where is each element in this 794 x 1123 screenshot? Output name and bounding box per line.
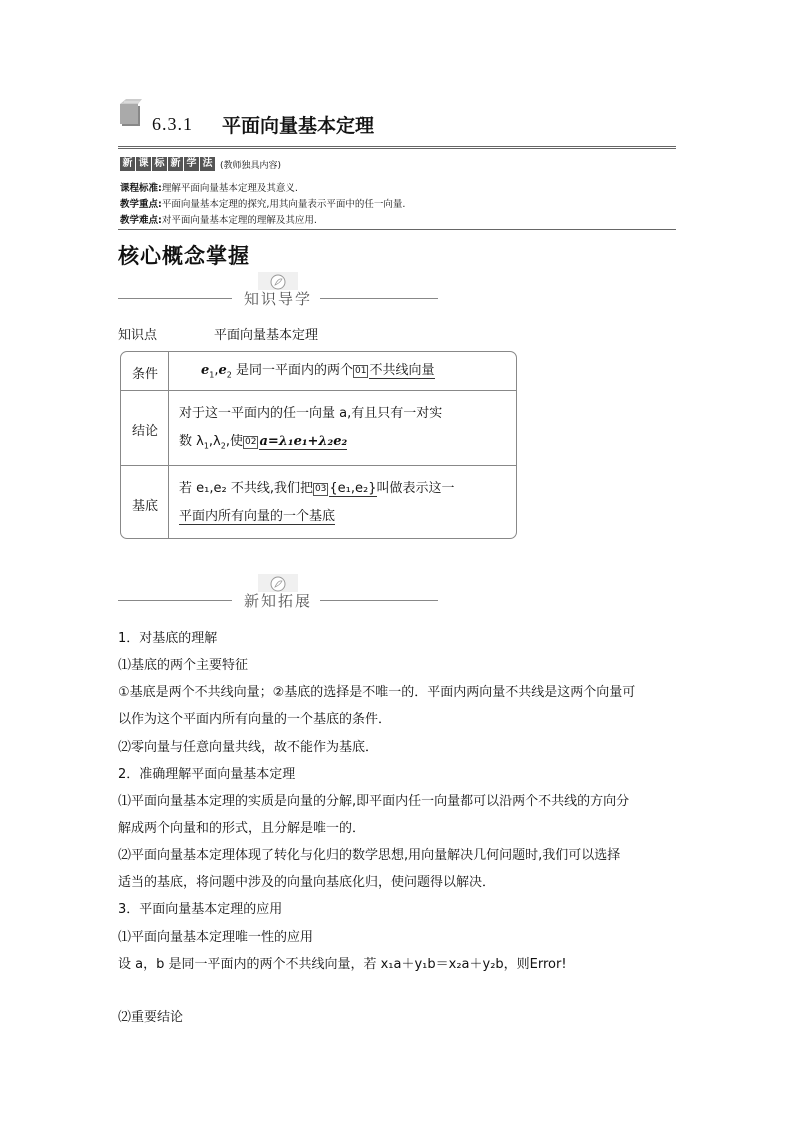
body-paragraph: ⑴平面向量基本定理的实质是向量的分解,即平面内任一向量都可以沿两个不共线的方向分 [118,794,630,809]
subscript: 1 [209,370,215,380]
subscript: 1 [203,441,209,451]
page-title: 平面向量基本定理 [222,115,375,137]
answer-text: 不共线向量 [369,363,435,378]
body-subheading: ⑵重要结论 [118,1010,184,1025]
badge-char: 课 [136,157,151,171]
basis-text: 叫做表示这一 [376,481,455,496]
body-paragraph: 解成两个向量和的形式，且分解是唯一的． [118,821,366,836]
comma: , [214,363,219,378]
conclusion-line-2 [179,428,347,461]
answer-number-box: 03 [314,484,327,494]
body-paragraph: 以作为这个平面内所有向量的一个基底的条件． [118,712,392,727]
guide-ornament [118,272,438,312]
answer-formula: a=λ₁e₁+λ₂e₂ [259,434,348,449]
body-heading-1: 1．对基底的理解 [118,631,218,646]
body-paragraph: ⑵平面向量基本定理体现了转化与化归的数学思想,用向量解决几何问题时,我们可以选择 [118,848,621,863]
condition-content [201,357,435,390]
answer-text: 平面内所有向量的一个基底 [179,509,336,524]
basis-text: 若 e₁,e₂ 不共线,我们把 [179,481,313,496]
answer-number-box: 01 [355,366,367,376]
new-curriculum-badge [120,157,281,171]
body-paragraph: 适当的基底，将问题中涉及的向量向基底化归，使问题得以解决． [118,875,496,890]
vector-e: e [201,363,210,378]
course-standard [120,180,298,194]
knowledge-point-title: 平面向量基本定理 [214,328,319,343]
subscript: 2 [226,370,232,380]
theorem-table [120,351,517,539]
row-header-basis: 基底 [131,499,158,514]
difficulty-text: 对平面向量基本定理的理解及其应用. [161,215,317,226]
body-heading-2: 2．准确理解平面向量基本定理 [118,767,296,782]
basis-line-2 [179,503,335,531]
title-divider [118,146,676,149]
book-icon [118,98,144,128]
standards-divider [118,229,676,230]
row-header-condition: 条件 [131,367,158,382]
body-paragraph: 设 a，b 是同一平面内的两个不共线向量，若 x₁a＋y₁b＝x₂a＋y₂b，则Error! [118,957,567,972]
body-heading-3: 3．平面向量基本定理的应用 [118,902,283,917]
badge-char: 学 [184,157,199,171]
conclusion-text: ,λ [208,434,221,449]
conclusion-text: 数 λ [179,434,204,449]
focus-label: 教学重点: [120,199,162,210]
subscript: 2 [220,441,226,451]
body-paragraph: ①基底是两个不共线向量；②基底的选择是不唯一的．平面内两向量不共线是这两个向量可 [118,685,636,700]
badge-char: 标 [152,157,167,171]
standard-label: 课程标准: [120,183,162,194]
teaching-difficulty [120,212,317,226]
section-number: 6.3.1 [152,114,193,134]
difficulty-label: 教学难点: [120,215,162,226]
answer-text: {e₁,e₂} [329,481,377,496]
body-subheading: ⑴平面向量基本定理唯一性的应用 [118,930,314,945]
badge-char: 新 [120,157,135,171]
expand-ornament [118,574,438,614]
badge-char: 新 [168,157,183,171]
answer-number-box: 02 [244,437,257,447]
row-header-conclusion: 结论 [131,424,158,439]
conclusion-text: ,使 [225,434,243,449]
guide-label: 知识导学 [243,290,312,308]
vector-e: e [218,363,227,378]
badge-char: 法 [200,157,215,171]
badge-note: (教师独具内容) [220,160,282,171]
conclusion-line-1: 对于这一平面内的任一向量 a,有且只有一对实 [179,406,443,421]
expand-label: 新知拓展 [243,592,312,610]
basis-line-1 [179,475,455,503]
body-paragraph: ⑵零向量与任意向量共线，故不能作为基底． [118,740,379,755]
focus-text: 平面向量基本定理的探究,用其向量表示平面中的任一向量. [161,199,406,210]
body-subheading: ⑴基底的两个主要特征 [118,658,249,673]
standard-text: 理解平面向量基本定理及其意义. [161,183,298,194]
knowledge-point-label: 知识点 [118,328,158,343]
section-heading: 核心概念掌握 [118,244,250,268]
teaching-focus [120,196,405,210]
condition-text: 是同一平面内的两个 [231,363,354,378]
